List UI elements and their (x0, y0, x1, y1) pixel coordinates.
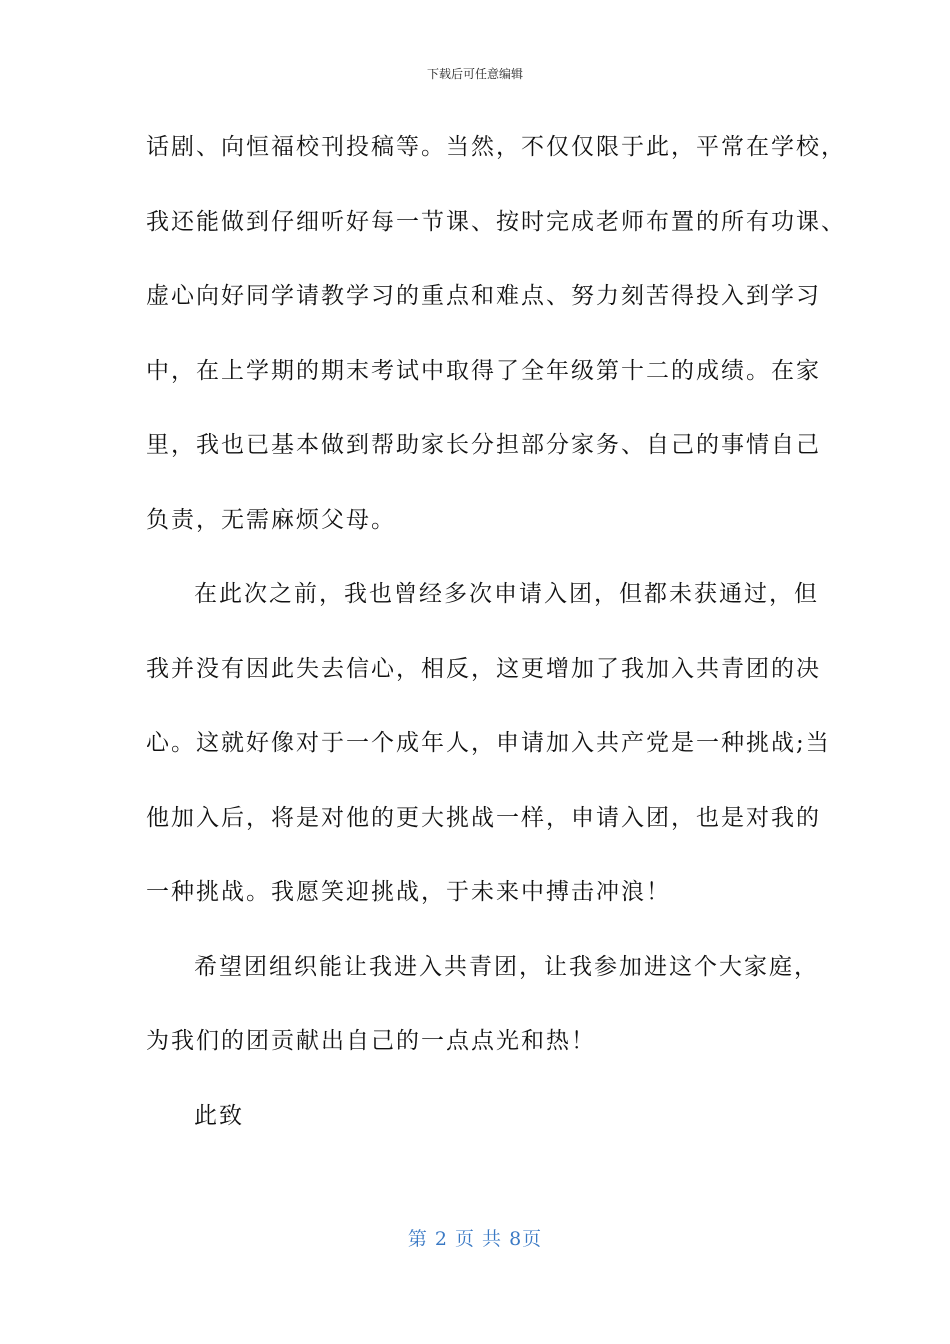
text-line: 我还能做到仔细听好每一节课、按时完成老师布置的所有功课、 (146, 208, 846, 235)
text-line: 虚心向好同学请教学习的重点和难点、努力刻苦得投入到学习 (146, 283, 821, 309)
text-line: 话剧、向恒福校刊投稿等。当然，不仅仅限于此，平常在学校， (146, 134, 846, 160)
text-line: 一种挑战。我愿笑迎挑战，于未来中搏击冲浪！ (146, 879, 671, 905)
text-line: 中，在上学期的期末考试中取得了全年级第十二的成绩。在家 (146, 357, 821, 384)
page-number-footer: 第 2 页 共 8页 (407, 1228, 543, 1250)
paragraph-start-line: 希望团组织能让我进入共青团，让我参加进这个大家庭， (194, 953, 819, 980)
page-header: 下载后可任意编辑 (426, 67, 523, 81)
text-line: 里，我也已基本做到帮助家长分担部分家务、自己的事情自己 (146, 432, 821, 458)
paragraph-start-line: 在此次之前，我也曾经多次申请入团，但都未获通过，但 (194, 581, 819, 607)
text-line: 我并没有因此失去信心，相反，这更增加了我加入共青团的决 (146, 655, 821, 682)
text-line: 他加入后，将是对他的更大挑战一样，申请入团，也是对我的 (146, 804, 821, 831)
closing-salutation: 此致 (194, 1102, 244, 1129)
text-line: 负责，无需麻烦父母。 (146, 506, 396, 533)
document-body (146, 127, 846, 1170)
text-line: 为我们的团贡献出自己的一点点光和热！ (146, 1028, 596, 1054)
text-line: 心。这就好像对于一个成年人，申请加入共产党是一种挑战;当 (146, 730, 831, 756)
